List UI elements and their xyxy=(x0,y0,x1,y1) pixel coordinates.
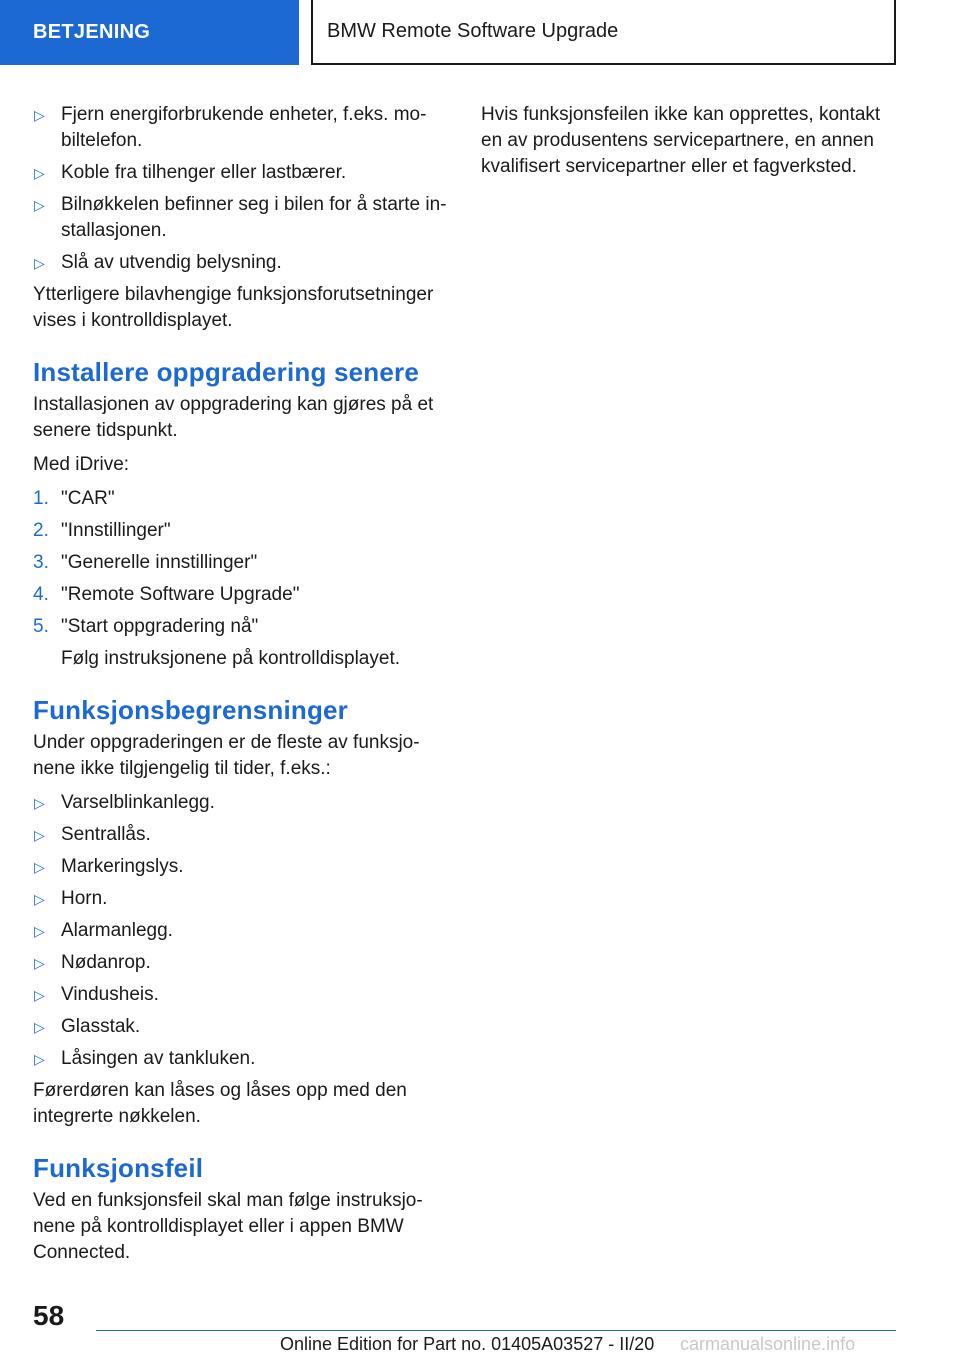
step-item: 2. "Innstillinger" xyxy=(33,518,448,544)
step-number: 4. xyxy=(33,584,49,605)
paragraph: Ved en funksjonsfeil skal man følge instruksjonene på kontrolldisplayet eller i appen BMW Connected. xyxy=(33,1190,423,1263)
list-item: ▷ Bilnøkkelen befinner seg i bilen for å starte installasjonen. xyxy=(34,194,447,241)
paragraph: Installasjonen av oppgradering kan gjøres på et senere tidspunkt. xyxy=(33,394,434,441)
bullet-arrow-icon: ▷ xyxy=(34,859,45,875)
step-number: 1. xyxy=(33,488,49,509)
list-item: ▷ Koble fra tilhenger eller lastbærer. xyxy=(33,160,448,186)
step-item: 5. "Start oppgradering nå" Følg instruksjonene på kontrolldisplayet. xyxy=(33,614,448,672)
bullet-arrow-icon: ▷ xyxy=(34,891,45,907)
page-number: 58 xyxy=(33,1300,65,1331)
bullet-arrow-icon: ▷ xyxy=(34,255,45,271)
paragraph: Hvis funksjonsfeilen ikke kan opprettes, kontakt en av produsentens servicepartnere, en annen kvalifisert servicepartner eller et fagverksted. xyxy=(481,104,881,177)
paragraph: Under oppgraderingen er de fleste av funksjonene ikke tilgjengelig til tider, f.eks.: xyxy=(33,732,420,779)
left-column xyxy=(33,102,448,1274)
step-item: 4. "Remote Software Upgrade" xyxy=(33,582,448,608)
section-heading: Funksjonsfeil xyxy=(33,1153,204,1183)
list-item: ▷ Fjern energiforbrukende enheter, f.eks. mobiltelefon. xyxy=(34,104,427,151)
list-item: ▷ Slå av utvendig belysning. xyxy=(33,250,448,276)
steps-list xyxy=(33,486,448,672)
step-number: 2. xyxy=(33,520,49,541)
bullet-arrow-icon: ▷ xyxy=(34,107,45,123)
bullet-arrow-icon: ▷ xyxy=(34,923,45,939)
watermark: carmanualsonline.info xyxy=(680,1334,856,1354)
list-item: ▷ Glasstak. xyxy=(33,1014,448,1040)
bullet-arrow-icon: ▷ xyxy=(34,165,45,181)
section-tab xyxy=(0,0,299,65)
paragraph: Førerdøren kan låses og låses opp med den integrerte nøkkelen. xyxy=(33,1080,407,1127)
list-item: ▷ Varselblinkanlegg. xyxy=(33,790,448,816)
bullet-arrow-icon: ▷ xyxy=(34,955,45,971)
footer-divider xyxy=(96,1330,896,1331)
page-header xyxy=(311,0,896,65)
list-item: ▷ Markeringslys. xyxy=(33,854,448,880)
bullet-arrow-icon: ▷ xyxy=(34,1051,45,1067)
step-number: 5. xyxy=(33,616,49,637)
step-number: 3. xyxy=(33,552,49,573)
limitations-list xyxy=(33,790,448,1072)
edition-text: Online Edition for Part no. 01405A03527 - II/20 xyxy=(280,1334,655,1354)
list-item: ▷ Låsingen av tankluken. xyxy=(33,1046,448,1072)
right-column xyxy=(481,102,901,188)
section-heading: Funksjonsbegrensninger xyxy=(33,695,349,725)
step-item: 3. "Generelle innstillinger" xyxy=(33,550,448,576)
bullet-arrow-icon: ▷ xyxy=(34,795,45,811)
list-item: ▷ Sentrallås. xyxy=(33,822,448,848)
list-item: ▷ Alarmanlegg. xyxy=(33,918,448,944)
section-heading: Installere oppgradering senere xyxy=(33,357,420,387)
step-note: Følg instruksjonene på kontrolldisplayet. xyxy=(61,648,401,669)
paragraph: Ytterligere bilavhengige funksjonsforutsetninger vises i kontrolldisplayet. xyxy=(33,284,434,331)
bullet-arrow-icon: ▷ xyxy=(34,987,45,1003)
bullet-arrow-icon: ▷ xyxy=(34,1019,45,1035)
section-title: BETJENING xyxy=(33,21,151,43)
step-item: 1. "CAR" xyxy=(33,486,448,512)
list-item: ▷ Horn. xyxy=(33,886,448,912)
page-title: BMW Remote Software Upgrade xyxy=(327,20,619,42)
bullet-arrow-icon: ▷ xyxy=(34,827,45,843)
requirements-list xyxy=(33,102,448,276)
list-item: ▷ Vindusheis. xyxy=(33,982,448,1008)
paragraph: Med iDrive: xyxy=(33,454,130,475)
bullet-arrow-icon: ▷ xyxy=(34,197,45,213)
list-item: ▷ Nødanrop. xyxy=(33,950,448,976)
